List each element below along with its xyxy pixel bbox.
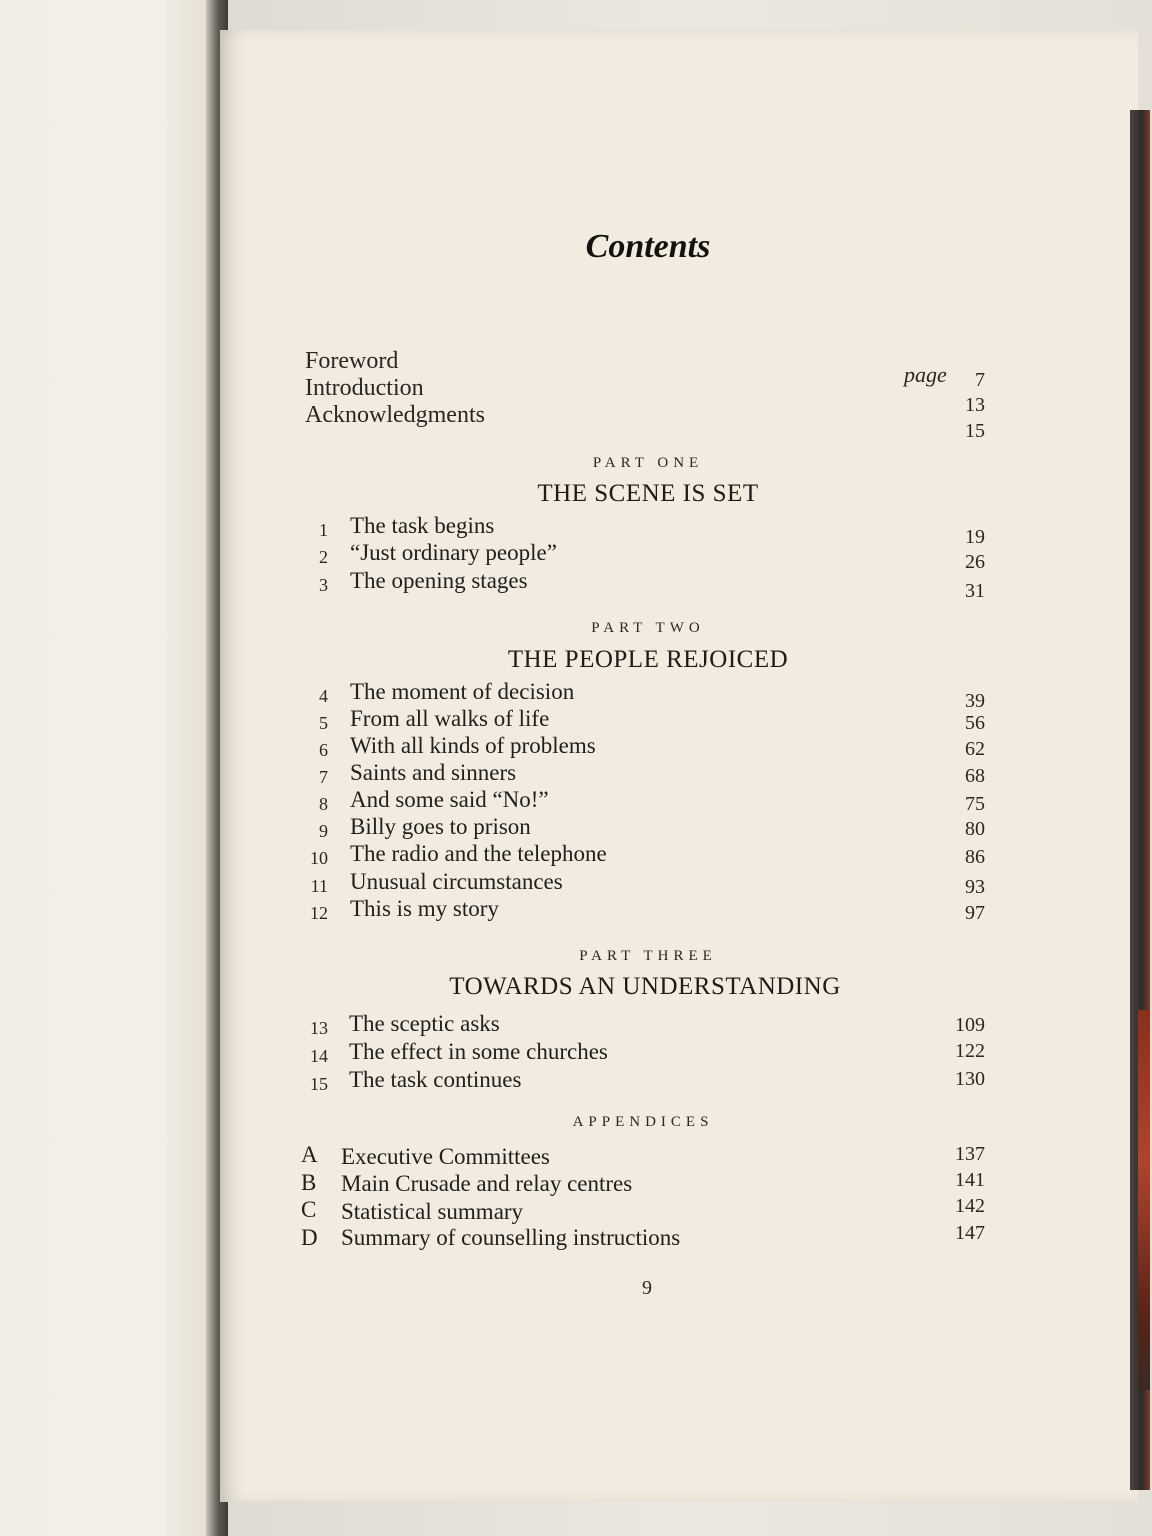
- chapter-title: “Just ordinary people”: [350, 540, 557, 565]
- chapter-title: The effect in some churches: [349, 1039, 608, 1064]
- chapter-number: 4: [319, 686, 328, 706]
- appendix-page: 147: [955, 1222, 985, 1244]
- chapter-title: And some said “No!”: [350, 787, 549, 812]
- appendix-page: 137: [955, 1143, 985, 1165]
- appendix-title: Executive Committees: [341, 1144, 550, 1169]
- appendix-title: Statistical summary: [341, 1199, 524, 1224]
- chapter-page: 68: [965, 765, 985, 787]
- chapter-number: 1: [319, 520, 328, 540]
- chapter-title: Billy goes to prison: [350, 814, 531, 839]
- page-column-label: page: [904, 362, 947, 387]
- chapter-page: 109: [955, 1014, 985, 1036]
- chapter-page: 26: [965, 551, 985, 573]
- chapter-number: 2: [319, 547, 328, 567]
- chapter-page: 75: [965, 793, 985, 815]
- chapter-number: 3: [319, 575, 328, 595]
- chapter-title: The radio and the telephone: [350, 841, 607, 866]
- chapter-number: 10: [310, 848, 328, 868]
- book-cover-edge: [1130, 110, 1150, 1490]
- front-matter-page-foreword: 7: [975, 369, 985, 391]
- chapter-page: 130: [955, 1068, 985, 1090]
- chapter-page: 62: [965, 738, 985, 760]
- chapter-number: 6: [319, 740, 328, 760]
- chapter-title: With all kinds of problems: [350, 733, 596, 758]
- page-number: 9: [642, 1277, 652, 1299]
- part-one-title: THE SCENE IS SET: [537, 480, 759, 507]
- chapter-title: The task continues: [349, 1067, 522, 1092]
- appendix-letter: D: [301, 1225, 318, 1250]
- appendix-page: 141: [955, 1169, 985, 1191]
- chapter-page: 86: [965, 846, 985, 868]
- chapter-page: 93: [965, 876, 985, 898]
- appendices-label: APPENDICES: [572, 1114, 714, 1130]
- chapter-title: Saints and sinners: [350, 760, 517, 785]
- chapter-page: 19: [965, 526, 985, 548]
- chapter-number: 11: [310, 876, 328, 896]
- chapter-title: The task begins: [350, 513, 495, 538]
- part-two-title: THE PEOPLE REJOICED: [507, 646, 789, 673]
- chapter-page: 31: [965, 580, 985, 602]
- chapter-page: 122: [955, 1040, 985, 1062]
- appendix-letter: A: [301, 1142, 318, 1167]
- cover-edge-color: [1138, 1010, 1150, 1390]
- front-matter-page-acknowledgments: 15: [965, 420, 985, 442]
- page-title: Contents: [585, 228, 711, 265]
- front-matter-foreword: Foreword: [305, 348, 399, 374]
- chapter-title: The moment of decision: [350, 679, 575, 704]
- appendix-letter: C: [301, 1197, 317, 1222]
- front-matter-page-introduction: 13: [965, 394, 985, 416]
- chapter-title: The opening stages: [350, 568, 528, 593]
- appendix-letter: B: [301, 1170, 317, 1195]
- chapter-page: 56: [965, 712, 985, 734]
- appendix-title: Summary of counselling instructions: [341, 1225, 681, 1250]
- part-two-label: PART TWO: [591, 620, 705, 636]
- chapter-number: 15: [310, 1074, 328, 1094]
- part-three-label: PART THREE: [579, 948, 717, 964]
- chapter-number: 14: [310, 1046, 328, 1066]
- front-matter-introduction: Introduction: [305, 375, 424, 401]
- chapter-page: 39: [965, 690, 985, 712]
- chapter-number: 8: [319, 794, 328, 814]
- front-matter-acknowledgments: Acknowledgments: [305, 402, 485, 428]
- chapter-number: 13: [310, 1018, 328, 1038]
- chapter-title: Unusual circumstances: [350, 869, 563, 894]
- chapter-title: The sceptic asks: [349, 1011, 500, 1036]
- chapter-number: 7: [319, 767, 328, 787]
- appendix-page: 142: [955, 1195, 985, 1217]
- appendix-title: Main Crusade and relay centres: [341, 1171, 633, 1196]
- chapter-title: This is my story: [350, 896, 499, 921]
- chapter-number: 5: [319, 713, 328, 733]
- chapter-number: 12: [310, 903, 328, 923]
- chapter-title: From all walks of life: [350, 706, 550, 731]
- chapter-page: 97: [965, 902, 985, 924]
- chapter-page: 80: [965, 818, 985, 840]
- chapter-number: 9: [319, 821, 328, 841]
- part-one-label: PART ONE: [592, 455, 704, 471]
- part-three-title: TOWARDS AN UNDERSTANDING: [449, 973, 841, 1000]
